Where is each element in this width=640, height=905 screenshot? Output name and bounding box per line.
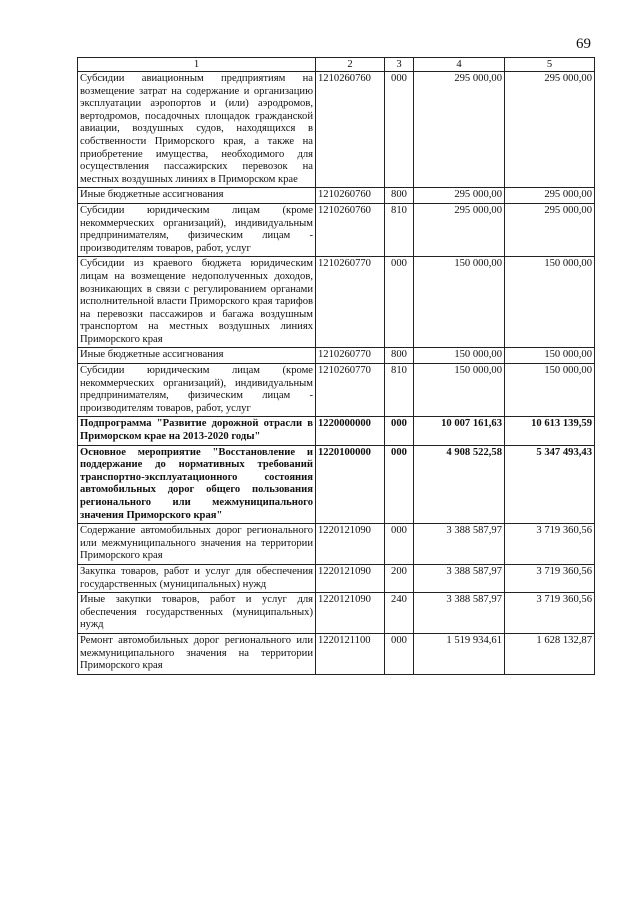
row-amount-year-2: 150 000,00	[505, 257, 595, 348]
table-body	[78, 72, 595, 675]
header-cell: 1	[78, 58, 316, 72]
header-cell: 5	[505, 58, 595, 72]
row-target-code: 1210260760	[316, 72, 385, 188]
row-amount-year-2: 150 000,00	[505, 364, 595, 417]
row-target-code: 1220100000	[316, 445, 385, 524]
table-row	[78, 72, 595, 188]
row-amount-year-1: 4 908 522,58	[414, 445, 505, 524]
header-cell: 2	[316, 58, 385, 72]
row-amount-year-1: 295 000,00	[414, 188, 505, 204]
row-expense-type: 200	[385, 564, 414, 592]
table-row	[78, 524, 595, 565]
row-target-code: 1210260770	[316, 257, 385, 348]
row-amount-year-2: 295 000,00	[505, 203, 595, 256]
row-expense-type: 800	[385, 188, 414, 204]
row-description: Иные бюджетные ассигнования	[78, 348, 316, 364]
row-amount-year-2: 150 000,00	[505, 348, 595, 364]
row-description: Субсидии авиационным предприятиям на возмещение затрат на содержание и организацию эксплуатации аэропортов и (или) аэродромов, вертодромов, посадочных площадок гражданской авиации, воздушных судов, находящихся в собственности Приморского края, а также на приобретение имущества, необходимого для осуществления пассажирских перевозок на местных воздушных линиях в Приморском крае	[78, 72, 316, 188]
table-row	[78, 364, 595, 417]
table-row	[78, 564, 595, 592]
row-amount-year-1: 150 000,00	[414, 348, 505, 364]
row-description: Субсидии юридическим лицам (кроме некоммерческих организаций), индивидуальным предпринимателям, физическим лицам - производителям товаров, работ, услуг	[78, 203, 316, 256]
table-row	[78, 348, 595, 364]
row-description: Ремонт автомобильных дорог регионального или межмуниципального значения на территории Приморского края	[78, 633, 316, 674]
row-expense-type: 800	[385, 348, 414, 364]
row-amount-year-2: 10 613 139,59	[505, 417, 595, 445]
row-amount-year-1: 3 388 587,97	[414, 564, 505, 592]
row-description: Закупка товаров, работ и услуг для обеспечения государственных (муниципальных) нужд	[78, 564, 316, 592]
row-amount-year-1: 295 000,00	[414, 72, 505, 188]
row-amount-year-1: 295 000,00	[414, 203, 505, 256]
row-expense-type: 810	[385, 203, 414, 256]
row-amount-year-2: 5 347 493,43	[505, 445, 595, 524]
row-expense-type: 810	[385, 364, 414, 417]
row-amount-year-1: 150 000,00	[414, 364, 505, 417]
row-amount-year-2: 1 628 132,87	[505, 633, 595, 674]
header-cell: 4	[414, 58, 505, 72]
row-amount-year-1: 3 388 587,97	[414, 524, 505, 565]
row-target-code: 1210260760	[316, 203, 385, 256]
row-description: Подпрограмма "Развитие дорожной отрасли в Приморском крае на 2013-2020 годы"	[78, 417, 316, 445]
row-target-code: 1220121090	[316, 593, 385, 634]
row-description: Содержание автомобильных дорог регионального или межмуниципального значения на территории Приморского края	[78, 524, 316, 565]
table-row	[78, 257, 595, 348]
table-row	[78, 203, 595, 256]
row-expense-type: 000	[385, 72, 414, 188]
row-target-code: 1220121090	[316, 564, 385, 592]
row-expense-type: 240	[385, 593, 414, 634]
row-amount-year-2: 3 719 360,56	[505, 524, 595, 565]
header-cell: 3	[385, 58, 414, 72]
row-description: Основное мероприятие "Восстановление и поддержание до нормативных требований транспортно-эксплуатационного состояния автомобильных дорог общего пользования регионального или межмуниципального значения Приморского края"	[78, 445, 316, 524]
row-amount-year-1: 10 007 161,63	[414, 417, 505, 445]
row-expense-type: 000	[385, 417, 414, 445]
row-amount-year-2: 295 000,00	[505, 188, 595, 204]
row-target-code: 1210260760	[316, 188, 385, 204]
row-expense-type: 000	[385, 445, 414, 524]
row-description: Субсидии из краевого бюджета юридическим лицам на возмещение недополученных доходов, возникающих в связи с регулированием органами исполнительной власти Приморского края тарифов на перевозки пассажиров и багажа воздушным транспортом на местных воздушных линиях Приморского края	[78, 257, 316, 348]
row-target-code: 1210260770	[316, 348, 385, 364]
row-expense-type: 000	[385, 524, 414, 565]
row-amount-year-2: 3 719 360,56	[505, 593, 595, 634]
row-target-code: 1210260770	[316, 364, 385, 417]
row-target-code: 1220121100	[316, 633, 385, 674]
table-row	[78, 633, 595, 674]
row-description: Иные бюджетные ассигнования	[78, 188, 316, 204]
row-target-code: 1220121090	[316, 524, 385, 565]
page-number: 69	[576, 36, 591, 52]
row-description: Субсидии юридическим лицам (кроме некоммерческих организаций), индивидуальным предпринимателям, физическим лицам - производителям товаров, работ, услуг	[78, 364, 316, 417]
row-amount-year-1: 150 000,00	[414, 257, 505, 348]
table-row	[78, 188, 595, 204]
budget-table	[77, 57, 595, 675]
row-amount-year-1: 3 388 587,97	[414, 593, 505, 634]
row-amount-year-1: 1 519 934,61	[414, 633, 505, 674]
header-row	[78, 58, 595, 72]
row-amount-year-2: 295 000,00	[505, 72, 595, 188]
row-target-code: 1220000000	[316, 417, 385, 445]
table-row	[78, 593, 595, 634]
row-amount-year-2: 3 719 360,56	[505, 564, 595, 592]
row-expense-type: 000	[385, 633, 414, 674]
row-description: Иные закупки товаров, работ и услуг для обеспечения государственных (муниципальных) нужд	[78, 593, 316, 634]
table-row	[78, 417, 595, 445]
table-row	[78, 445, 595, 524]
row-expense-type: 000	[385, 257, 414, 348]
